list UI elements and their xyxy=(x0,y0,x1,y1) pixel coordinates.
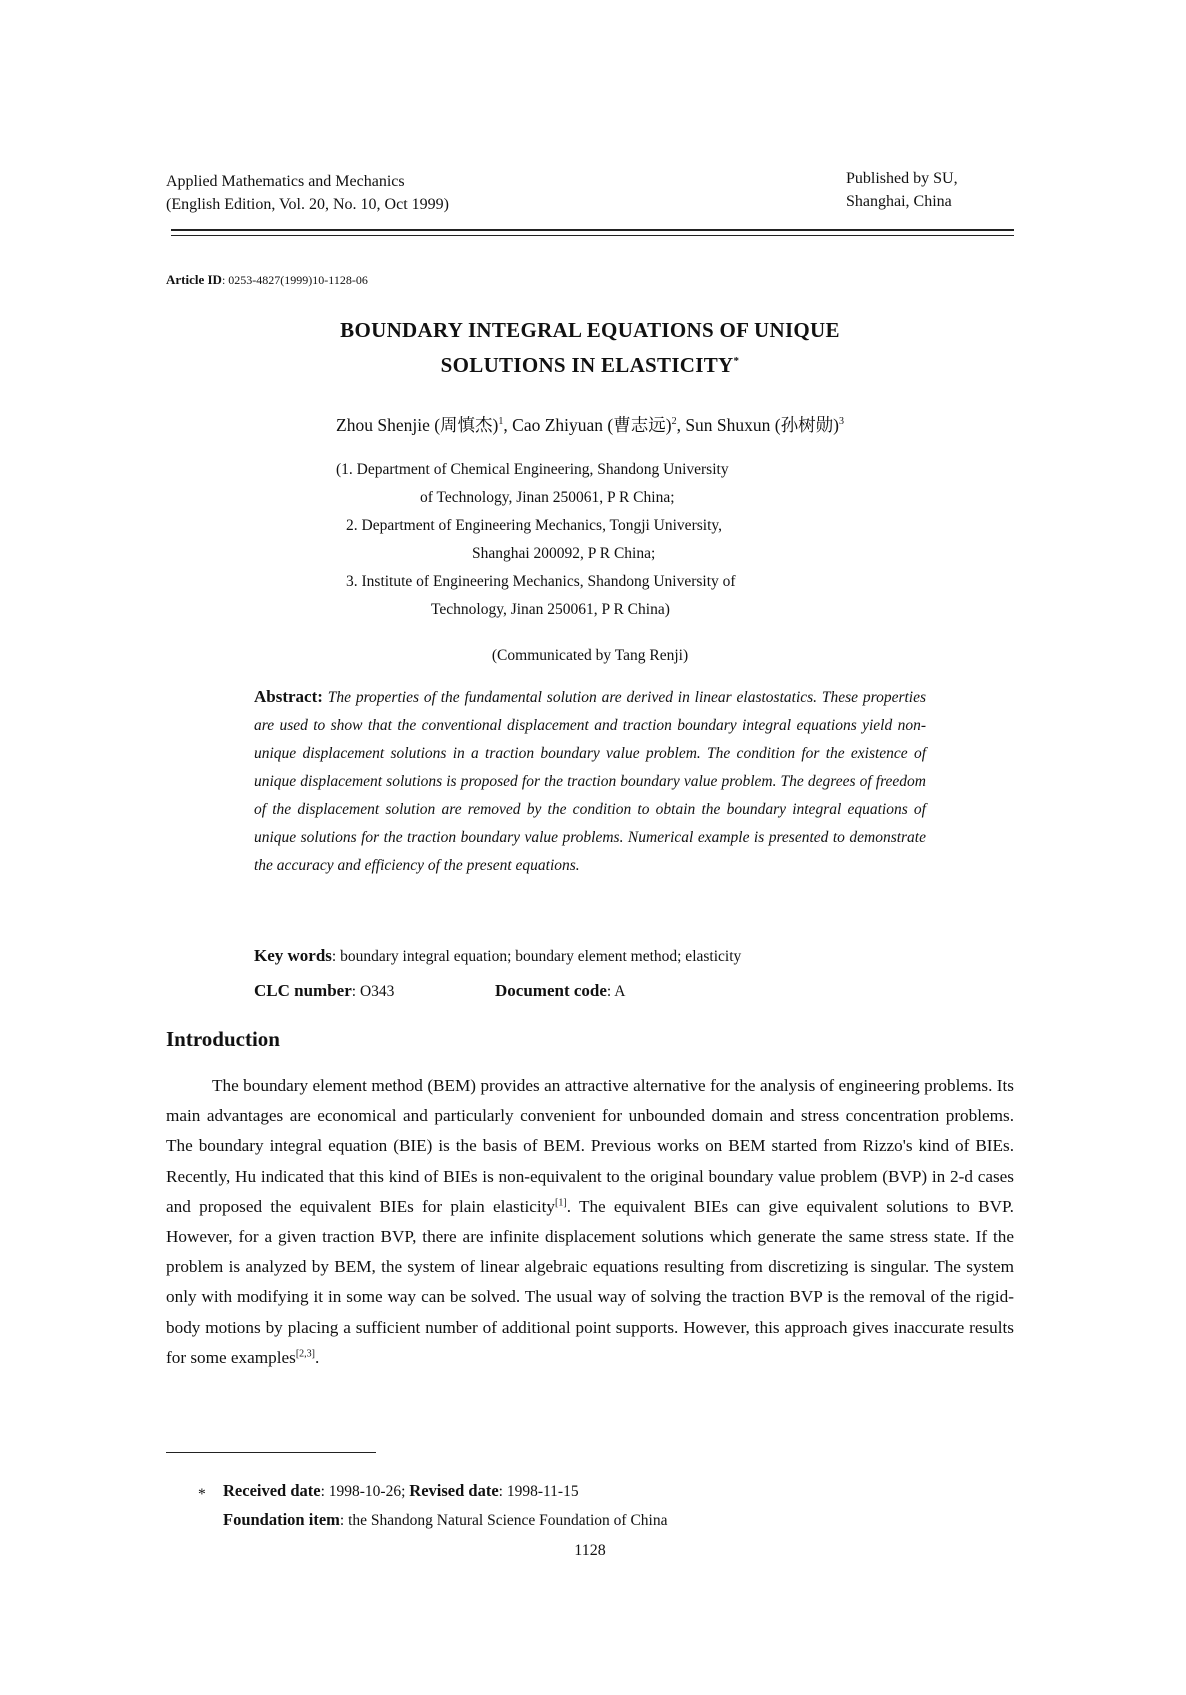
keywords-label: Key words xyxy=(254,946,332,965)
affiliation-line: (1. Department of Chemical Engineering, Shandong University xyxy=(336,461,729,478)
keywords-value: : boundary integral equation; boundary element method; elasticity xyxy=(331,948,742,965)
page-number: 1128 xyxy=(574,1542,606,1559)
author-cao: , Cao Zhiyuan (曹志远) xyxy=(503,415,672,435)
clc-value: : O343 xyxy=(351,983,395,1000)
affiliation-line: Technology, Jinan 250061, P R China) xyxy=(431,601,670,618)
publisher-location: Shanghai, China xyxy=(846,193,952,210)
communicated-by: (Communicated by Tang Renji) xyxy=(491,647,689,664)
author-sun: , Sun Shuxun (孙树勋) xyxy=(676,415,839,435)
document-code-label: Document code xyxy=(495,981,607,1000)
paper-title xyxy=(166,313,1014,383)
citation-ref-2-3: [2,3] xyxy=(295,1348,315,1360)
author-sun-affil: 3 xyxy=(838,416,844,428)
affiliation-line: 2. Department of Engineering Mechanics, Tongji University, xyxy=(346,517,722,534)
abstract-label: Abstract: xyxy=(254,687,323,706)
intro-text-1: The boundary element method (BEM) provides an attractive alternative for the analysis of engineering problems. Its main advantages are economical and particularly convenient for unbounded domain and stress concentration problems. The boundary integral equation (BIE) is the basis of BEM. Previous works on BEM started from Rizzo's kind of BIEs. Recently, Hu indicated that this kind of BIEs is non-equivalent to the original boundary value problem (BVP) in 2-d cases and proposed the equivalent BIEs for plain elasticity xyxy=(166,1076,1014,1216)
affiliation-line: Shanghai 200092, P R China; xyxy=(472,545,656,562)
journal-edition: (English Edition, Vol. 20, No. 10, Oct 1999) xyxy=(166,196,449,213)
footnote-foundation xyxy=(223,1506,667,1535)
header-rule-top xyxy=(171,229,1014,231)
publisher-name: Published by SU, xyxy=(846,170,958,187)
author-list xyxy=(166,412,1014,437)
footnote-dates xyxy=(223,1477,579,1506)
publisher-header xyxy=(846,167,958,213)
citation-ref-1: [1] xyxy=(555,1197,567,1209)
footnote-separator xyxy=(166,1452,376,1453)
journal-header xyxy=(166,170,449,216)
author-cao-affil: 2 xyxy=(671,416,677,428)
foundation-value: : the Shandong Natural Science Foundation of China xyxy=(339,1512,668,1529)
intro-text-3: . xyxy=(315,1347,320,1367)
author-zhou: Zhou Shenjie (周慎杰) xyxy=(336,415,499,435)
article-id xyxy=(166,272,368,288)
title-line-2: SOLUTIONS IN ELASTICITY xyxy=(440,353,734,377)
abstract-text: The properties of the fundamental solution are derived in linear elastostatics. These properties are used to show that the conventional displacement and traction boundary integral equations yield non-unique displacement solutions in a traction boundary value problem. The condition for the existence of unique displacement solutions is proposed for the traction boundary value problem. The degrees of freedom of the displacement solution are removed by the condition to obtain the boundary integral equations of unique solutions for the traction boundary value problems. Numerical example is presented to demonstrate the accuracy and efficiency of the present equations. xyxy=(254,689,927,874)
revised-value: : 1998-11-15 xyxy=(498,1483,579,1500)
author-zhou-affil: 1 xyxy=(498,416,504,428)
affiliation-line: of Technology, Jinan 250061, P R China; xyxy=(420,489,675,506)
title-line-1: BOUNDARY INTEGRAL EQUATIONS OF UNIQUE xyxy=(340,318,840,342)
document-code xyxy=(495,981,625,1001)
footnote-star: * xyxy=(198,1486,206,1503)
received-label: Received date xyxy=(223,1481,321,1500)
article-id-value: : 0253-4827(1999)10-1128-06 xyxy=(221,273,368,287)
section-heading-introduction: Introduction xyxy=(166,1027,280,1051)
title-footnote-mark: * xyxy=(733,355,740,367)
affiliations xyxy=(336,456,846,624)
article-id-label: Article ID xyxy=(166,272,222,287)
abstract xyxy=(254,683,926,880)
foundation-label: Foundation item xyxy=(223,1510,340,1529)
intro-text-2: . The equivalent BIEs can give equivalent solutions to BVP. However, for a given traction BVP, there are infinite displacement solutions which generate the same stress state. If the problem is analyzed by BEM, the system of linear algebraic equations resulting from discretizing is singular. The system only with modifying it in some way can be solved. The usual way of solving the traction BVP is the removal of the rigid-body motions by placing a sufficient number of additional point supports. However, this approach gives inaccurate results for some examples xyxy=(166,1196,1014,1367)
clc-label: CLC number xyxy=(254,981,352,1000)
affiliation-line: 3. Institute of Engineering Mechanics, Shandong University of xyxy=(346,573,736,590)
clc-number xyxy=(254,981,394,1001)
document-code-value: : A xyxy=(606,983,626,1000)
header-rule-bottom xyxy=(171,235,1014,236)
keywords xyxy=(254,946,741,966)
introduction-paragraph xyxy=(166,1071,1014,1373)
received-value: : 1998-10-26; xyxy=(320,1483,410,1500)
journal-name: Applied Mathematics and Mechanics xyxy=(166,173,405,190)
revised-label: Revised date xyxy=(409,1481,499,1500)
